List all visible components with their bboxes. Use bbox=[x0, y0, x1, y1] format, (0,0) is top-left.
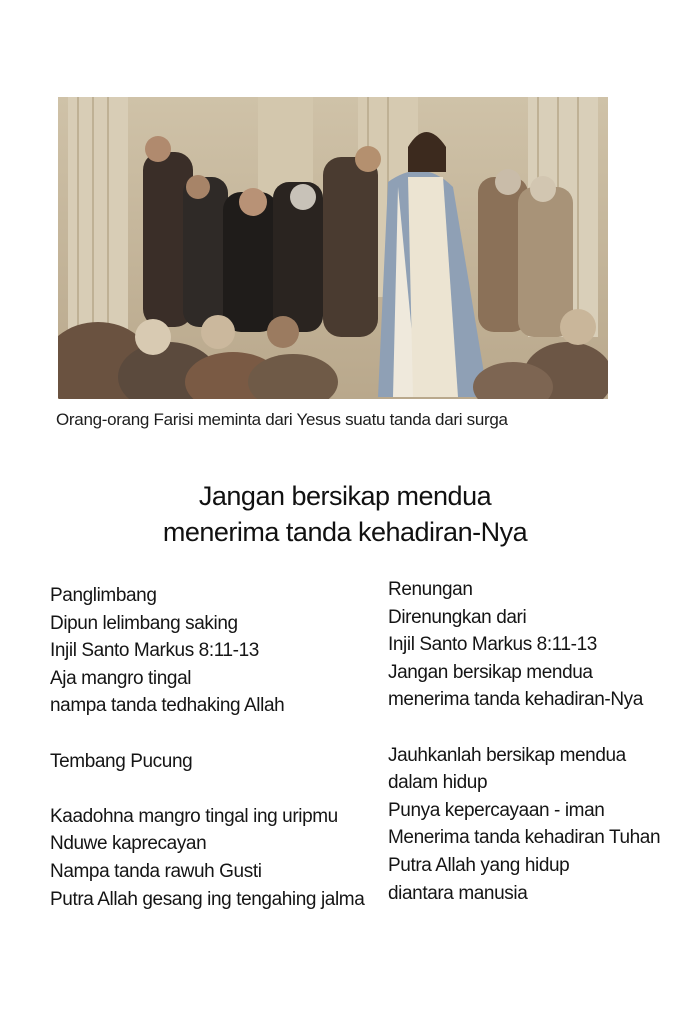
right-line: Jangan bersikap mendua bbox=[388, 661, 593, 683]
indonesian-reflection-column bbox=[388, 576, 688, 907]
left-line: Aja mangro tingal bbox=[50, 667, 192, 689]
right-line: Direnungkan dari bbox=[388, 606, 527, 628]
right-line: Jauhkanlah bersikap mendua bbox=[388, 744, 626, 766]
painting-jesus-pharisees-icon bbox=[58, 97, 608, 399]
right-line: Renungan bbox=[388, 579, 473, 600]
right-line: Punya kepercayaan - iman bbox=[388, 799, 605, 821]
left-line: Panglimbang bbox=[50, 585, 157, 606]
left-line bbox=[50, 775, 380, 803]
photo-caption: Orang-orang Farisi meminta dari Yesus suatu tanda dari surga bbox=[56, 410, 508, 429]
left-line: Tembang Pucung bbox=[50, 750, 193, 772]
left-line: Nampa tanda rawuh Gusti bbox=[50, 860, 262, 882]
right-line: Putra Allah yang hidup bbox=[388, 854, 570, 876]
javanese-reflection-column bbox=[50, 582, 380, 913]
left-line: Kaadohna mangro tingal ing uripmu bbox=[50, 805, 338, 827]
left-line: Injil Santo Markus 8:11-13 bbox=[50, 640, 259, 662]
right-line: Menerima tanda kehadiran Tuhan bbox=[388, 827, 661, 849]
scene-photo bbox=[58, 97, 608, 399]
page-title bbox=[0, 478, 690, 550]
left-line: Nduwe kaprecayan bbox=[50, 833, 207, 855]
title-line-2: menerima tanda kehadiran-Nya bbox=[162, 517, 528, 547]
right-line: Injil Santo Markus 8:11-13 bbox=[388, 634, 597, 656]
left-line: Putra Allah gesang ing tengahing jalma bbox=[50, 888, 365, 910]
left-line: nampa tanda tedhaking Allah bbox=[50, 695, 285, 717]
title-line-1: Jangan bersikap mendua bbox=[198, 481, 492, 511]
right-line bbox=[388, 714, 688, 742]
right-line: menerima tanda kehadiran-Nya bbox=[388, 689, 643, 711]
right-line: diantara manusia bbox=[388, 882, 528, 904]
left-line bbox=[50, 720, 380, 748]
left-line: Dipun lelimbang saking bbox=[50, 612, 238, 634]
right-line: dalam hidup bbox=[388, 772, 488, 794]
